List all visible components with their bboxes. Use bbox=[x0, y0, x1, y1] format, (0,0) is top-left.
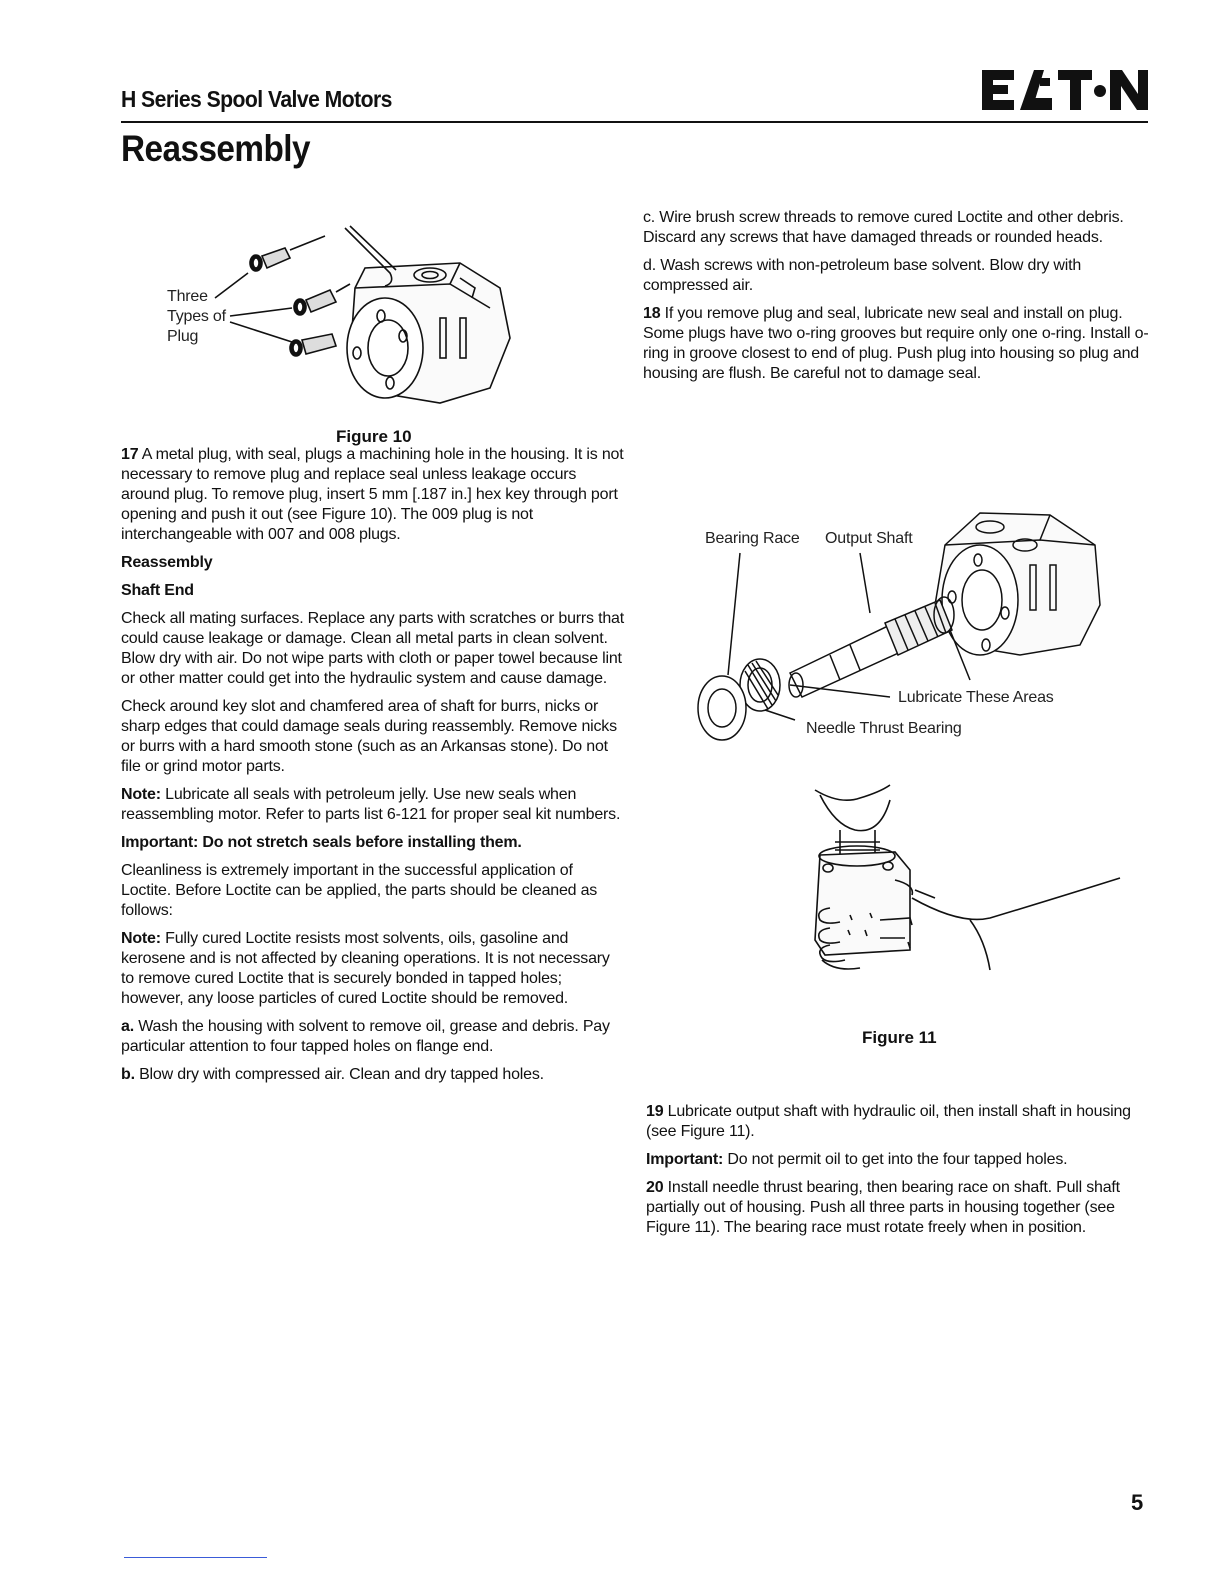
step-19-text: Lubricate output shaft with hydraulic oil, then install shaft in housing (see Figure 11). bbox=[646, 1103, 1131, 1140]
step-20 bbox=[646, 1178, 1149, 1238]
note-label: Note: bbox=[121, 930, 161, 947]
figure-10-label-line: Types of bbox=[167, 308, 226, 325]
important-2 bbox=[646, 1150, 1149, 1170]
note-label: Note: bbox=[121, 786, 161, 803]
note-text: Fully cured Loctite resists most solvents, oils, gasoline and kerosene and is not affected by cleaning operations. It is not necessary to remove cured Loctite that is securely bonded in tapped holes; however, any loose particles of cured Loctite should be removed. bbox=[121, 930, 610, 1007]
important-text: Do not permit oil to get into the four tapped holes. bbox=[723, 1151, 1068, 1168]
step-a bbox=[121, 1017, 626, 1057]
page-title: Reassembly bbox=[121, 128, 310, 169]
step-b-label: b. bbox=[121, 1066, 135, 1083]
step-18-number: 18 bbox=[643, 305, 661, 322]
paragraph: Check around key slot and chamfered area of shaft for burrs, nicks or sharp edges that could damage seals during reassembly. Remove nicks or burrs with a hard smooth stone (such as an Arkansas stone). Do not file or grind motor parts. bbox=[121, 698, 617, 775]
series-title: H Series Spool Valve Motors bbox=[121, 86, 392, 112]
step-a-label: a. bbox=[121, 1018, 134, 1035]
step-18 bbox=[643, 304, 1149, 384]
header-rule bbox=[121, 121, 1148, 123]
left-column bbox=[121, 445, 626, 1093]
step-a-text: Wash the housing with solvent to remove oil, grease and debris. Pay particular attention to four tapped holes on flange end. bbox=[121, 1018, 610, 1055]
footer-line bbox=[124, 1557, 267, 1558]
step-20-number: 20 bbox=[646, 1179, 664, 1196]
step-c: c. Wire brush screw threads to remove cured Loctite and other debris. Discard any screws that have damaged threads or rounded heads. bbox=[643, 209, 1124, 246]
step-19-number: 19 bbox=[646, 1103, 664, 1120]
figure-10-label bbox=[167, 287, 226, 347]
right-column-bottom bbox=[646, 1102, 1149, 1246]
figure-11-caption: Figure 11 bbox=[862, 1028, 937, 1047]
label-output-shaft: Output Shaft bbox=[825, 530, 913, 547]
step-17 bbox=[121, 445, 626, 545]
step-d: d. Wash screws with non-petroleum base solvent. Blow dry with compressed air. bbox=[643, 257, 1082, 294]
note-2 bbox=[121, 929, 626, 1009]
figure-10-caption: Figure 10 bbox=[336, 427, 412, 446]
important-label: Important: bbox=[646, 1151, 724, 1168]
step-17-number: 17 bbox=[121, 446, 139, 463]
label-bearing-race: Bearing Race bbox=[705, 530, 800, 547]
figure-10-label-line: Plug bbox=[167, 328, 199, 345]
step-17-text: A metal plug, with seal, plugs a machining hole in the housing. It is not necessary to remove plug and replace seal unless leakage occurs around plug. To remove plug, insert 5 mm [.187 in.] hex key through port opening and push it out (see Figure 10). The 009 plug is not interchangeable with 007 and 008 plugs. bbox=[121, 446, 624, 543]
important-1 bbox=[121, 833, 626, 853]
label-lubricate-areas: Lubricate These Areas bbox=[898, 689, 1054, 706]
figure-10-label-line: Three bbox=[167, 288, 208, 305]
eaton-logo bbox=[982, 64, 1150, 112]
label-needle-thrust-bearing: Needle Thrust Bearing bbox=[806, 720, 962, 737]
step-19 bbox=[646, 1102, 1149, 1142]
step-b-text: Blow dry with compressed air. Clean and dry tapped holes. bbox=[134, 1066, 544, 1083]
note-text: Lubricate all seals with petroleum jelly. Use new seals when reassembling motor. Refer to parts list 6-121 for proper seal kit numbers. bbox=[121, 786, 621, 823]
step-b bbox=[121, 1065, 626, 1085]
page-number: 5 bbox=[1131, 1490, 1144, 1515]
heading-shaft-end: Shaft End bbox=[121, 582, 194, 599]
paragraph: Check all mating surfaces. Replace any parts with scratches or burrs that could cause leakage or damage. Clean all metal parts in clean solvent. Blow dry with air. Do not wipe parts with cloth or paper towel because lint or other matter could get into the hydraulic system and cause damage. bbox=[121, 610, 624, 687]
step-18-text: If you remove plug and seal, lubricate new seal and install on plug. Some plugs have two o-ring grooves but require only one o-ring. Install o-ring in groove closest to end of plug. Push plug into housing so plug and housing are flush. Be careful not to damage seal. bbox=[643, 305, 1149, 382]
right-column-top bbox=[643, 208, 1149, 392]
paragraph: Cleanliness is extremely important in the successful application of Loctite. Before Loctite can be applied, the parts should be cleaned as follows: bbox=[121, 862, 598, 919]
important-text: Important: Do not stretch seals before installing them. bbox=[121, 834, 522, 851]
figure-11-hands-illustration bbox=[800, 780, 1130, 980]
heading-reassembly: Reassembly bbox=[121, 554, 213, 571]
note-1 bbox=[121, 785, 626, 825]
step-20-text: Install needle thrust bearing, then bearing race on shaft. Pull shaft partially out of housing. Push all three parts in housing together (see Figure 11). The bearing race must rotate freely when in position. bbox=[646, 1179, 1120, 1236]
